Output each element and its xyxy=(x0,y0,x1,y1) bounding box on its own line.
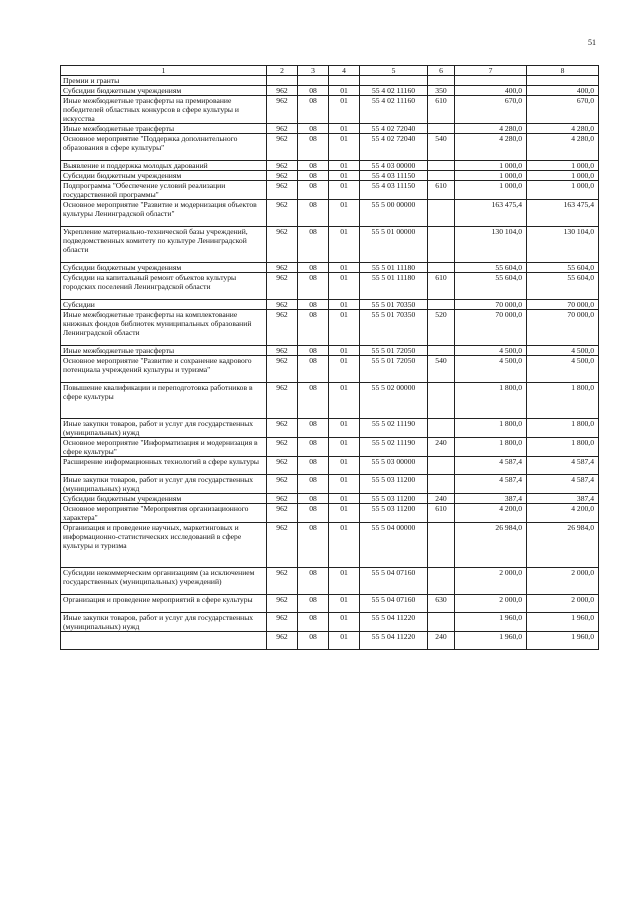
cell-expense-type: 540 xyxy=(428,356,455,383)
table-row xyxy=(61,227,599,263)
cell-section: 08 xyxy=(298,504,329,523)
cell-target-article: 55 5 01 72050 xyxy=(360,346,428,356)
cell-subsection: 01 xyxy=(329,346,360,356)
cell-target-article: 55 4 03 11150 xyxy=(360,171,428,181)
cell-expense-type xyxy=(428,200,455,227)
cell-expense-type: 520 xyxy=(428,310,455,346)
table-header-row xyxy=(61,66,599,76)
cell-amount-2: 4 200,0 xyxy=(527,504,599,523)
table-row xyxy=(61,346,599,356)
cell-expense-type: 610 xyxy=(428,181,455,200)
cell-name: Укрепление материально-технической базы учреждений, подведомственных комитету по культуре Ленинградской области xyxy=(61,227,267,263)
cell-name: Премии и гранты xyxy=(61,76,267,86)
cell-target-article: 55 5 02 00000 xyxy=(360,383,428,419)
cell-section: 08 xyxy=(298,300,329,310)
cell-expense-type xyxy=(428,568,455,595)
cell-target-article: 55 5 03 00000 xyxy=(360,457,428,475)
cell-expense-type: 630 xyxy=(428,595,455,613)
cell-expense-type xyxy=(428,124,455,134)
table-row xyxy=(61,613,599,632)
cell-target-article: 55 5 04 11220 xyxy=(360,632,428,650)
cell-name: Основное мероприятие "Развитие и сохранение кадрового потенциала учреждений культуры и туризма" xyxy=(61,356,267,383)
cell-subsection: 01 xyxy=(329,171,360,181)
cell-ministry-code: 962 xyxy=(267,171,298,181)
cell-expense-type xyxy=(428,171,455,181)
cell-amount-1: 2 000,0 xyxy=(455,568,527,595)
cell-target-article: 55 5 01 11180 xyxy=(360,273,428,300)
cell-section: 08 xyxy=(298,438,329,457)
cell-expense-type xyxy=(428,227,455,263)
cell-ministry-code: 962 xyxy=(267,632,298,650)
cell-name: Расширение информационных технологий в сфере культуры xyxy=(61,457,267,475)
cell-amount-2: 1 000,0 xyxy=(527,181,599,200)
cell-amount-2: 26 984,0 xyxy=(527,523,599,568)
cell-target-article: 55 4 02 72040 xyxy=(360,134,428,161)
header-col-3: 3 xyxy=(298,66,329,76)
cell-ministry-code: 962 xyxy=(267,300,298,310)
cell-target-article: 55 4 03 11150 xyxy=(360,181,428,200)
cell-expense-type xyxy=(428,475,455,494)
cell-ministry-code: 962 xyxy=(267,494,298,504)
table-row xyxy=(61,383,599,419)
cell-subsection: 01 xyxy=(329,383,360,419)
cell-subsection: 01 xyxy=(329,263,360,273)
table-row xyxy=(61,161,599,171)
cell-amount-1: 400,0 xyxy=(455,86,527,96)
page-number: 51 xyxy=(588,38,596,47)
cell-amount-1: 670,0 xyxy=(455,96,527,124)
cell-amount-1: 70 000,0 xyxy=(455,300,527,310)
cell-amount-1: 4 587,4 xyxy=(455,475,527,494)
cell-name: Субсидии на капитальный ремонт объектов культуры городских поселений Ленинградской области xyxy=(61,273,267,300)
cell-section: 08 xyxy=(298,356,329,383)
cell-amount-1 xyxy=(455,76,527,86)
table-row xyxy=(61,134,599,161)
cell-ministry-code: 962 xyxy=(267,96,298,124)
cell-target-article: 55 4 02 11160 xyxy=(360,86,428,96)
table-row xyxy=(61,124,599,134)
cell-section xyxy=(298,76,329,86)
cell-target-article: 55 5 01 00000 xyxy=(360,227,428,263)
cell-expense-type xyxy=(428,346,455,356)
cell-expense-type: 610 xyxy=(428,273,455,300)
cell-subsection: 01 xyxy=(329,181,360,200)
cell-expense-type xyxy=(428,161,455,171)
cell-section: 08 xyxy=(298,273,329,300)
header-col-6: 6 xyxy=(428,66,455,76)
cell-subsection: 01 xyxy=(329,494,360,504)
cell-ministry-code: 962 xyxy=(267,181,298,200)
cell-ministry-code: 962 xyxy=(267,457,298,475)
cell-amount-1: 1 800,0 xyxy=(455,419,527,438)
cell-name: Основное мероприятие "Поддержка дополнительного образования в сфере культуры" xyxy=(61,134,267,161)
cell-target-article: 55 5 00 00000 xyxy=(360,200,428,227)
cell-amount-2: 4 280,0 xyxy=(527,124,599,134)
header-col-1: 1 xyxy=(61,66,267,76)
cell-section: 08 xyxy=(298,632,329,650)
cell-amount-1: 4 200,0 xyxy=(455,504,527,523)
cell-section: 08 xyxy=(298,227,329,263)
cell-target-article: 55 5 01 72050 xyxy=(360,356,428,383)
cell-expense-type xyxy=(428,300,455,310)
cell-subsection: 01 xyxy=(329,227,360,263)
cell-amount-2: 4 587,4 xyxy=(527,475,599,494)
cell-subsection: 01 xyxy=(329,124,360,134)
cell-section: 08 xyxy=(298,494,329,504)
cell-section: 08 xyxy=(298,161,329,171)
cell-subsection: 01 xyxy=(329,613,360,632)
cell-target-article: 55 5 02 11190 xyxy=(360,438,428,457)
cell-ministry-code xyxy=(267,76,298,86)
cell-amount-2: 1 800,0 xyxy=(527,383,599,419)
cell-section: 08 xyxy=(298,171,329,181)
cell-amount-1: 55 604,0 xyxy=(455,263,527,273)
cell-name: Подпрограмма "Обеспечение условий реализации государственной программы" xyxy=(61,181,267,200)
cell-ministry-code: 962 xyxy=(267,134,298,161)
cell-section: 08 xyxy=(298,475,329,494)
cell-ministry-code: 962 xyxy=(267,356,298,383)
cell-amount-2: 1 960,0 xyxy=(527,632,599,650)
cell-target-article: 55 5 04 07160 xyxy=(360,568,428,595)
table-row xyxy=(61,96,599,124)
cell-target-article: 55 5 03 11200 xyxy=(360,475,428,494)
table-row xyxy=(61,475,599,494)
cell-amount-2: 387,4 xyxy=(527,494,599,504)
cell-name: Основное мероприятие "Развитие и модернизация объектов культуры Ленинградской области" xyxy=(61,200,267,227)
cell-section: 08 xyxy=(298,568,329,595)
cell-ministry-code: 962 xyxy=(267,438,298,457)
cell-name: Выявление и поддержка молодых дарований xyxy=(61,161,267,171)
cell-amount-2: 1 800,0 xyxy=(527,419,599,438)
cell-section: 08 xyxy=(298,523,329,568)
cell-subsection xyxy=(329,76,360,86)
cell-ministry-code: 962 xyxy=(267,595,298,613)
cell-name: Иные межбюджетные трансферты xyxy=(61,346,267,356)
cell-amount-1: 2 000,0 xyxy=(455,595,527,613)
cell-name: Субсидии бюджетным учреждениям xyxy=(61,494,267,504)
cell-ministry-code: 962 xyxy=(267,310,298,346)
cell-expense-type xyxy=(428,263,455,273)
cell-amount-1: 1 000,0 xyxy=(455,161,527,171)
cell-amount-2: 400,0 xyxy=(527,86,599,96)
cell-name xyxy=(61,632,267,650)
cell-section: 08 xyxy=(298,383,329,419)
cell-ministry-code: 962 xyxy=(267,523,298,568)
table-row xyxy=(61,86,599,96)
cell-amount-1: 4 280,0 xyxy=(455,134,527,161)
cell-amount-2: 670,0 xyxy=(527,96,599,124)
cell-name: Основное мероприятие "Мероприятия организационного характера" xyxy=(61,504,267,523)
cell-amount-2: 55 604,0 xyxy=(527,273,599,300)
cell-name: Субсидии xyxy=(61,300,267,310)
table-row xyxy=(61,310,599,346)
cell-subsection: 01 xyxy=(329,310,360,346)
cell-section: 08 xyxy=(298,263,329,273)
cell-ministry-code: 962 xyxy=(267,161,298,171)
table-row xyxy=(61,200,599,227)
header-col-8: 8 xyxy=(527,66,599,76)
cell-ministry-code: 962 xyxy=(267,346,298,356)
cell-subsection: 01 xyxy=(329,475,360,494)
cell-expense-type xyxy=(428,457,455,475)
cell-expense-type xyxy=(428,613,455,632)
table-row xyxy=(61,523,599,568)
cell-ministry-code: 962 xyxy=(267,504,298,523)
cell-amount-2 xyxy=(527,76,599,86)
cell-amount-2: 4 500,0 xyxy=(527,346,599,356)
cell-amount-1: 1 000,0 xyxy=(455,181,527,200)
cell-target-article: 55 5 04 07160 xyxy=(360,595,428,613)
budget-table-wrapper xyxy=(60,65,598,650)
cell-subsection: 01 xyxy=(329,161,360,171)
cell-name: Субсидии бюджетным учреждениям xyxy=(61,171,267,181)
cell-expense-type: 240 xyxy=(428,632,455,650)
cell-amount-1: 4 587,4 xyxy=(455,457,527,475)
table-row xyxy=(61,419,599,438)
cell-name: Иные межбюджетные трансферты на комплектование книжных фондов библиотек муниципальных образований Ленинградской области xyxy=(61,310,267,346)
cell-ministry-code: 962 xyxy=(267,613,298,632)
cell-amount-1: 1 800,0 xyxy=(455,438,527,457)
cell-ministry-code: 962 xyxy=(267,419,298,438)
cell-name: Субсидии бюджетным учреждениям xyxy=(61,263,267,273)
table-row xyxy=(61,263,599,273)
cell-name: Организация и проведение мероприятий в сфере культуры xyxy=(61,595,267,613)
cell-ministry-code: 962 xyxy=(267,383,298,419)
cell-name: Иные межбюджетные трансферты на премирование победителей областных конкурсов в сфере культуры и искусства xyxy=(61,96,267,124)
header-col-7: 7 xyxy=(455,66,527,76)
cell-subsection: 01 xyxy=(329,438,360,457)
cell-name: Иные межбюджетные трансферты xyxy=(61,124,267,134)
table-row xyxy=(61,438,599,457)
cell-subsection: 01 xyxy=(329,134,360,161)
cell-amount-1: 163 475,4 xyxy=(455,200,527,227)
cell-section: 08 xyxy=(298,613,329,632)
cell-amount-1: 1 960,0 xyxy=(455,632,527,650)
cell-amount-2: 55 604,0 xyxy=(527,263,599,273)
cell-target-article: 55 5 01 70350 xyxy=(360,310,428,346)
cell-target-article: 55 5 04 00000 xyxy=(360,523,428,568)
cell-amount-2: 70 000,0 xyxy=(527,300,599,310)
cell-target-article xyxy=(360,76,428,86)
cell-subsection: 01 xyxy=(329,86,360,96)
cell-amount-1: 1 960,0 xyxy=(455,613,527,632)
cell-amount-1: 387,4 xyxy=(455,494,527,504)
cell-expense-type xyxy=(428,419,455,438)
cell-expense-type xyxy=(428,383,455,419)
cell-ministry-code: 962 xyxy=(267,568,298,595)
cell-target-article: 55 5 04 11220 xyxy=(360,613,428,632)
cell-ministry-code: 962 xyxy=(267,475,298,494)
cell-subsection: 01 xyxy=(329,96,360,124)
table-row xyxy=(61,76,599,86)
cell-subsection: 01 xyxy=(329,457,360,475)
cell-ministry-code: 962 xyxy=(267,273,298,300)
cell-subsection: 01 xyxy=(329,200,360,227)
cell-section: 08 xyxy=(298,419,329,438)
cell-expense-type xyxy=(428,523,455,568)
cell-section: 08 xyxy=(298,181,329,200)
header-col-5: 5 xyxy=(360,66,428,76)
header-col-4: 4 xyxy=(329,66,360,76)
cell-expense-type: 350 xyxy=(428,86,455,96)
table-row xyxy=(61,356,599,383)
cell-amount-1: 1 000,0 xyxy=(455,171,527,181)
cell-amount-1: 55 604,0 xyxy=(455,273,527,300)
cell-target-article: 55 4 03 00000 xyxy=(360,161,428,171)
cell-expense-type: 610 xyxy=(428,504,455,523)
cell-name: Основное мероприятие "Информатизация и модернизация в сфере культуры" xyxy=(61,438,267,457)
cell-section: 08 xyxy=(298,134,329,161)
cell-subsection: 01 xyxy=(329,568,360,595)
table-row xyxy=(61,457,599,475)
table-row xyxy=(61,171,599,181)
cell-section: 08 xyxy=(298,310,329,346)
cell-amount-1: 1 800,0 xyxy=(455,383,527,419)
cell-amount-1: 4 500,0 xyxy=(455,346,527,356)
cell-amount-2: 2 000,0 xyxy=(527,595,599,613)
cell-subsection: 01 xyxy=(329,523,360,568)
cell-name: Повышение квалификации и переподготовка работников в сфере культуры xyxy=(61,383,267,419)
cell-amount-1: 4 280,0 xyxy=(455,124,527,134)
cell-ministry-code: 962 xyxy=(267,200,298,227)
cell-section: 08 xyxy=(298,457,329,475)
cell-section: 08 xyxy=(298,96,329,124)
table-row xyxy=(61,595,599,613)
cell-amount-1: 26 984,0 xyxy=(455,523,527,568)
cell-section: 08 xyxy=(298,595,329,613)
table-row xyxy=(61,504,599,523)
cell-expense-type: 240 xyxy=(428,438,455,457)
cell-section: 08 xyxy=(298,346,329,356)
cell-ministry-code: 962 xyxy=(267,263,298,273)
budget-table xyxy=(60,65,599,650)
cell-expense-type: 240 xyxy=(428,494,455,504)
cell-ministry-code: 962 xyxy=(267,124,298,134)
cell-subsection: 01 xyxy=(329,504,360,523)
cell-amount-1: 130 104,0 xyxy=(455,227,527,263)
cell-target-article: 55 4 02 72040 xyxy=(360,124,428,134)
cell-expense-type: 610 xyxy=(428,96,455,124)
cell-subsection: 01 xyxy=(329,300,360,310)
cell-subsection: 01 xyxy=(329,356,360,383)
table-row xyxy=(61,494,599,504)
header-col-2: 2 xyxy=(267,66,298,76)
table-row xyxy=(61,568,599,595)
cell-amount-2: 2 000,0 xyxy=(527,568,599,595)
cell-name: Субсидии бюджетным учреждениям xyxy=(61,86,267,96)
cell-amount-2: 70 000,0 xyxy=(527,310,599,346)
cell-name: Иные закупки товаров, работ и услуг для государственных (муниципальных) нужд xyxy=(61,475,267,494)
cell-target-article: 55 5 01 70350 xyxy=(360,300,428,310)
cell-amount-2: 163 475,4 xyxy=(527,200,599,227)
table-body xyxy=(61,76,599,650)
cell-amount-1: 70 000,0 xyxy=(455,310,527,346)
cell-amount-2: 1 000,0 xyxy=(527,171,599,181)
cell-ministry-code: 962 xyxy=(267,227,298,263)
cell-name: Организация и проведение научных, маркетинговых и информационно-статистических исследований в сфере культуры и туризма xyxy=(61,523,267,568)
cell-target-article: 55 4 02 11160 xyxy=(360,96,428,124)
cell-target-article: 55 5 03 11200 xyxy=(360,494,428,504)
cell-section: 08 xyxy=(298,124,329,134)
cell-expense-type: 540 xyxy=(428,134,455,161)
cell-amount-2: 1 960,0 xyxy=(527,613,599,632)
cell-name: Субсидии некоммерческим организациям (за исключением государственных (муниципальных) учреждений) xyxy=(61,568,267,595)
table-row xyxy=(61,300,599,310)
cell-amount-2: 4 280,0 xyxy=(527,134,599,161)
cell-amount-1: 4 500,0 xyxy=(455,356,527,383)
cell-amount-2: 4 500,0 xyxy=(527,356,599,383)
table-row xyxy=(61,632,599,650)
cell-amount-2: 1 000,0 xyxy=(527,161,599,171)
cell-name: Иные закупки товаров, работ и услуг для государственных (муниципальных) нужд xyxy=(61,419,267,438)
cell-amount-2: 4 587,4 xyxy=(527,457,599,475)
cell-target-article: 55 5 01 11180 xyxy=(360,263,428,273)
cell-expense-type xyxy=(428,76,455,86)
cell-amount-2: 1 800,0 xyxy=(527,438,599,457)
cell-subsection: 01 xyxy=(329,632,360,650)
table-row xyxy=(61,181,599,200)
cell-ministry-code: 962 xyxy=(267,86,298,96)
cell-section: 08 xyxy=(298,86,329,96)
cell-target-article: 55 5 02 11190 xyxy=(360,419,428,438)
cell-subsection: 01 xyxy=(329,273,360,300)
cell-amount-2: 130 104,0 xyxy=(527,227,599,263)
cell-section: 08 xyxy=(298,200,329,227)
cell-subsection: 01 xyxy=(329,419,360,438)
table-row xyxy=(61,273,599,300)
cell-target-article: 55 5 03 11200 xyxy=(360,504,428,523)
cell-subsection: 01 xyxy=(329,595,360,613)
cell-name: Иные закупки товаров, работ и услуг для государственных (муниципальных) нужд xyxy=(61,613,267,632)
